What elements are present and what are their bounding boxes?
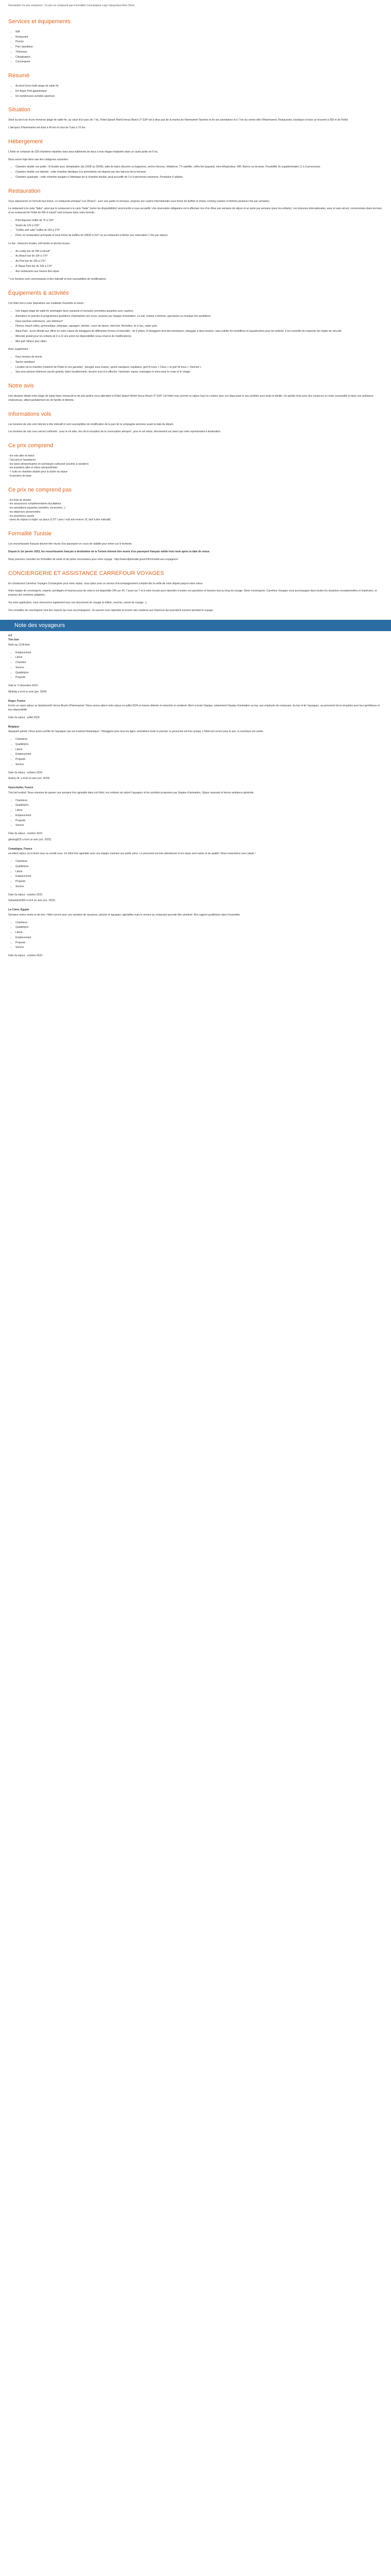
prix-comprend-list — [8, 454, 383, 479]
list-item: • Aqua Park : accès illimité aux offres en outre classe de toboggans de différentes formes et intensités : de 6 pistes, 8 toboggans dont des kamikazes, toboggan à deux bouées, sans oublier les tourbillons et aquaductions pour les enfants. Il est conseillé de respecter les règles de sécurité. — [15, 330, 383, 334]
informations-text: Les horaires de vols sont donnés à titre indicatif et sont susceptibles de modification de la part de la compagnie aérienne avant la date du départ. — [8, 422, 174, 426]
list-item: • Qualité/prix — [15, 671, 383, 675]
review-item — [8, 848, 383, 904]
review-criteria — [15, 799, 383, 828]
list-item: • Chambre double vue jardin : lit double avec climatisation (du 15/06 au 30/09), salle de bains (douche ou baignoire), sèche-cheveux, téléphone, TV satellite, coffre-fort (payant), mini-réfrigérateur, Wifi. Balcon ou terrasse. Possibilité 3e supplémentaire (1 à 3 personnes). — [15, 165, 383, 170]
formalite-text: Les ressortissants français doivent être munis d'un passeport en cours de validité pour entrer sur le territoire. — [8, 543, 133, 546]
list-item: • Deux piscines extérieures, une intérieure* — [15, 320, 383, 324]
list-item: • Service — [15, 666, 383, 670]
prix-comprend-title: Ce prix comprend — [8, 443, 53, 449]
review-date: Voté le: 5 décembre 2024 — [8, 684, 38, 688]
review-item — [8, 786, 383, 842]
notre-avis-title: Notre avis — [8, 383, 34, 389]
review-author: Sebastien6390 a écrit un avis (oct. 2023) — [8, 899, 55, 903]
formalite-title: Formalité Tunisie — [8, 531, 52, 537]
list-item: • Qualité/prix — [15, 926, 383, 930]
conciergerie-text-3: Via notre application, vous retrouverez également tous vos documents de voyage (e-billets, voucher, carnet de voyage...). — [8, 601, 148, 604]
review-title: Hymcrtiuiter, France — [8, 786, 34, 790]
list-item: - les assurances complémentaires facultatives — [8, 502, 61, 506]
list-item: • Restaurant — [15, 36, 383, 40]
list-item: • Emplacement — [15, 651, 383, 655]
list-item: • De nombreuses activités sportives — [15, 95, 383, 99]
list-item: • Animation en journée et programmes quotidiens d'animations (en cours, proposé par l'équipe d'animation. La nuit, soirées à thèmes, spectacles ou musique live quotidiens. — [15, 315, 383, 319]
resume-list — [15, 84, 383, 98]
review-item — [8, 725, 383, 782]
list-item: • Literie — [15, 870, 383, 874]
payant-title: Avec supplément : — [8, 348, 30, 351]
restauration-text-2: Le restaurant à la carte "Italia", ainsi que le restaurant à la carte "Italia" (selon les disponibilités) seront prêts à vous accueillir. Une réservation obligatoire est à effectuer lors d'un dîner par semaine de séjour et un autre par semaine (pour les enfants). Les boissons internationales, avec et sans alcool, consommées dans les bars et au restaurant de l'hôtel de 09h à minuit* sont incluses dans votre formule : — [8, 207, 382, 215]
list-item: - les dépenses personnelles — [8, 510, 41, 514]
list-item: • Deux terrains de tennis — [15, 355, 383, 360]
reviews-title: Note des voyageurs — [14, 622, 65, 629]
prix-pas-list — [8, 499, 383, 523]
activities-list — [15, 310, 383, 344]
hebergement-text: L'hôtel se compose de 339 chambres réparties dans deux bâtiments de deux à trois étages implantés dans un vaste jardin de 6 ha. — [8, 150, 158, 154]
payant-list — [15, 355, 383, 375]
footnote: * Les horaires sont communiqués à titre indicatif et sont susceptibles de modifications. — [8, 278, 107, 281]
list-item: • Petit déjeuner buffet de 7h à 10h* — [15, 219, 383, 223]
list-item: • Emplacement — [15, 814, 383, 818]
list-item: • Chambre double vue latérale : cette chambre identique à la précédente est disposé par des balcons de la terrasse. — [15, 171, 383, 175]
list-item: • Chambres — [15, 860, 383, 864]
review-text: Semaine moins moins et de bon. Hôtel correct pour une semaine de vacances, piscine et aquaparc agréables mais le service au restaurant pourrait être amélioré. Bon rapport qualité/prix dans l'ensemble. — [8, 913, 241, 917]
list-item: - taxes de séjours à régler sur place (3 DT / pers / nuit soit environ 1€, tarif à titre indicatif) — [8, 518, 111, 522]
list-item: • À l'Aqua Park bar de 10h à 17h* — [15, 265, 383, 269]
list-item: • "Coffee and cake" buffet de 16h à 17h* — [15, 229, 383, 233]
list-item: • Literie — [15, 809, 383, 813]
review-text: Excès un super séjour au Splashworld Venus Beach d'Hammamet ! Nous avons adoré notre séjour en juillet 2024 en bonne détente et remontés le vendredi. Merci à toute l'équipe, notamment l'équipe d'animation au top, aux employés du restaurant, du bar et de l'aquaparc, au personnel de la réception pour leur gentillesse et leur disponibilité. — [8, 704, 380, 712]
review-item — [8, 634, 383, 694]
review-author: gilestug623 a écrit un avis (oct. 2023) — [8, 838, 52, 841]
conciergerie-text-2: Votre équipe de conciergerie, experts, privilégiés et heureux pour de celui-ci est disponible 24h sur 24, 7 jours sur 7 et à votre écoute pour répondre à toutes vos questions et besoins tout au long du voyage. Notre conciergerie, Carrefour Voyages vous accompagne dans toutes les situations exceptionnelles et imprévues, et propose des solutions adaptées. — [8, 589, 377, 597]
situation-text-2: L'aéroport d'Hammamet est situé à 40 km et celui de Tunis à 70 km. — [8, 126, 86, 130]
review-criteria — [15, 860, 383, 889]
list-item: • Emplacement — [15, 875, 383, 879]
list-item: • Propreté — [15, 819, 383, 823]
situation-text: Situé au bord sur d'une immense plage de sable fin, au cœur d'un parc de 7 ha, l'hôtel Splash World Venus Beach 3* SUP est à deux pas de la marina de Hammamet Yasmine et de ses animations et à 7 km du centre-ville d'Hammamet. Restaurants, boutiques et bars se trouvent à 500 m de l'hôtel. — [8, 118, 349, 122]
review-text: excellent séjour où la fierté nous se vendit vous. Un hôtel très agréable avec une équipe vraiment aux petits soins. Le personnel est très attentionné et les repas sont variés et de qualité. Nous reviendrons avec plaisir ! — [8, 852, 256, 856]
hebergement-title: Hébergement — [8, 138, 43, 145]
list-item: - les vols aller et retour — [8, 454, 35, 458]
list-item: • Service — [15, 763, 383, 767]
list-item: • Fitness, beach volley, gymnastique, pétanque, aquagym, aérobic, cours de danse, mini-foot, fléchettes, tir à l'arc, water-polo. — [15, 325, 383, 329]
equipements-text: Cet hôtel met à votre disposition une multitude d'activités et loisirs : — [8, 302, 85, 306]
review-text: Aquapark génial ! Nous avons profité de l'aquaparc qui est vraiment fantastique ! Toboggans pour tous les âges, animations toute la journée, le personnel est très sympa. L'hôtel est correct pour le prix, la nourriture est variée. — [8, 730, 264, 734]
bar-list — [15, 250, 383, 274]
list-item: • Propreté — [15, 676, 383, 680]
list-item: • Location de la chambre (matériel de l'hôtel et non garantie) : plongée sous marine, sports nautiques, équitation, golf (6 trous + Citrus + et golf 18 trous + Yasmine » — [15, 366, 383, 370]
list-item: • Chambres — [15, 799, 383, 803]
list-item: • Snack de 12h à 16h* — [15, 224, 383, 228]
formalite-text-3: Nous pouvons consulter les formalités de santé et de police nécessaires pour votre voyage : http://www.diplomatie.gouv.fr/fr/conseils-aux-voyageurs/ — [8, 557, 178, 561]
reviews-list — [0, 631, 391, 967]
review-author: Audrey M. a écrit un avis (oct. 2024) — [8, 777, 50, 781]
list-item: • Propreté — [15, 880, 383, 884]
list-item: • Qualité/prix — [15, 804, 383, 808]
list-item: • Emplacement — [15, 753, 383, 757]
review-text: Très bel endroit. Nous sommes de passer une semaine très agréable dans cet hôtel, nos enfants ont adoré l'aquaparc et les activités proposées par l'équipe d'animation. Séjour reposant et bonne ambiance générale. — [8, 791, 254, 794]
list-item: • Miniclub gratuit pour les enfants de 4 à 12 ans selon les disponibilités (sous réserve de modifications). — [15, 335, 383, 339]
list-item: • Spa avec piscine intérieure (accès gratuit), bains bouillonnants, douche à jet et à affusion, hammam, sauna, massages et soins pour le corps et le visage. — [15, 370, 383, 375]
list-item: • Au Lobby bar de 09h à minuit* — [15, 250, 383, 254]
list-item: - les transferts aller et retour aéroport/hôtel — [8, 466, 57, 470]
list-item: - les taxes aéroportuaires et surcharges carburant (soumis à variation) — [8, 462, 89, 466]
review-item — [8, 700, 383, 720]
situation-title: Situation — [8, 107, 30, 113]
list-item: • Climatisation — [15, 56, 383, 60]
reviews-header — [0, 620, 391, 631]
review-date: Date du séjour : octobre 2023 — [8, 832, 42, 836]
informations-text-2: Les horaires de vols vous seront confirmés : pour le vol aller, lors de la réception de la convocation aéroport ; pour le vol retour, directement sur place par notre représentant à destination. — [8, 430, 221, 434]
services-section — [0, 18, 391, 613]
review-title: Très bon — [8, 638, 19, 642]
review-criteria — [15, 921, 383, 951]
review-text: Noté sur 2128 Avis — [8, 643, 30, 647]
restauration-title: Restauration — [8, 188, 41, 194]
list-item: • Sports nautiques — [15, 361, 383, 365]
review-criteria — [15, 651, 383, 681]
hebergement-text-2: Nous avons logé dans une des catégories suivantes : — [8, 158, 70, 161]
list-item: • Une trappe plage de sable fin aménagée (avec parasols et transats) (serviettes payantes avec caution). — [15, 310, 383, 314]
services-title: Services et équipements — [8, 18, 71, 25]
review-date: Date du séjour : juillet 2024 — [8, 716, 40, 719]
list-item: • Au bord d'une belle plage de sable fin — [15, 84, 383, 89]
resume-title: Résumé — [8, 73, 29, 79]
list-item: • Service — [15, 946, 383, 950]
list-item: • Literie — [15, 656, 383, 660]
list-item: • Literie — [15, 931, 383, 935]
review-date: Date du séjour : octobre 2023 — [8, 893, 42, 896]
list-item: • Chambres — [15, 738, 383, 742]
services-list — [15, 30, 383, 64]
list-item: • Aux restaurants aux heures des repas — [15, 270, 383, 274]
notre-avis-text: Une situation idéale entre plage de sable blanc immaculé et de jolis jardins vous attendent à l'hôtel Splash World Venus Beach 3* SUP. Cet hôtel vous promet un séjour haut en couleur avec son Aqua park et ses activités pour toute la famille. Un parfait choix pour des vacances en toute convivialité et dans une ambiance chaleureuse, alliant parfaitement vie de famille et détente. — [8, 395, 373, 402]
review-item — [8, 908, 383, 958]
list-item: - la pension de base — [8, 474, 32, 478]
list-item: • Service — [15, 824, 383, 828]
equipements-title: Équipements & activités — [8, 290, 69, 297]
review-criteria — [15, 738, 383, 767]
restauration-text: Vous séjournerez en formule tout inclus. Le restaurant principal "Les Oliviers", avec une partie en terrasse, propose une cuisine internationale sous forme de buffets et shows cooking (variées et thèmes plusieurs fois par semaine). — [8, 199, 270, 203]
list-item: • Qualité/prix — [15, 743, 383, 747]
list-item: - les frais de dossier — [8, 498, 31, 502]
review-title: Compiègne, France — [8, 847, 32, 851]
prix-pas-title: Ce prix ne comprend pas — [8, 486, 72, 493]
list-item: - les prestations payantes (activités, excursions...) — [8, 506, 66, 510]
conciergerie-text: En choisissant Carrefour Voyages Conciergerie pour votre séjour, vous optez pour un service d'accompagnement complet dès la veille de votre départ jusqu'à votre retour. — [8, 582, 203, 585]
list-item: • Chambre quadruple : cette chambre équipée à l'identique de la chambre double, peut accueillir de 3 à 4 personnes maximum. Prestation 4 adultes. — [15, 176, 383, 180]
conciergerie-text-4: Vos conseiller de conciergerie sont des experts qui vous accompagnent : ils sauront vous répondre et trouver des solutions aux imprévus qui pourraient survenir pendant le voyage. — [8, 608, 214, 612]
list-item: • Propreté — [15, 941, 383, 945]
breadcrumb: Description Ce prix comprend : Ce prix ne comprend pas Formalités Conciergerie Logo Vojoyo/xlux Avis Client — [8, 4, 135, 7]
review-date: Date du séjour : octobre 2024 — [8, 771, 42, 774]
list-item: • Literie — [15, 748, 383, 752]
conciergerie-title: CONCIERGERIE ET ASSISTANCE CARREFOUR VOYAGES — [8, 570, 164, 577]
list-item: • Télévision — [15, 50, 383, 55]
list-item: - 7 nuits en chambre double pour la durée du séjour — [8, 470, 68, 474]
list-item: • Parc aquatique — [15, 45, 383, 49]
list-item: • Conciergerie — [15, 60, 383, 64]
list-item: • Wifi — [15, 30, 383, 35]
list-item: • Service — [15, 885, 383, 889]
list-item: - l'accueil et l'assistance — [8, 458, 36, 462]
list-item: • Mini golf, billard, jeux vidéo. — [15, 340, 383, 344]
review-date: Date du séjour : octobre 2023 — [8, 954, 42, 958]
formalite-text-2: Depuis le 1er janvier 2023, les ressortissants français à destination de la Tunisie doivent être munis d'un passeport français valide trois mois après la date de retour. — [8, 550, 210, 554]
list-item: • Piscine — [15, 40, 383, 44]
review-score: 4.4 — [8, 634, 12, 638]
review-title: Belgique — [8, 725, 20, 728]
list-item: • Chambre — [15, 661, 383, 665]
list-item: • Qualité/prix — [15, 865, 383, 869]
informations-title: Informations vols — [8, 411, 52, 417]
list-item: • Emplacement — [15, 936, 383, 940]
list-item: • Chambres — [15, 921, 383, 925]
list-item: • Propreté — [15, 758, 383, 762]
list-item: • Au Pool bar de 10h à 17h* — [15, 260, 383, 264]
list-item: • Dîner en restauration principale et sous forme de buffets de 18h30 à 21h* ou au restaurant à thème (sur réservation 1 fois par séjour) — [15, 234, 383, 238]
room-list — [15, 165, 383, 179]
list-item: - les pourboires usuels — [8, 514, 35, 518]
review-title: Roger, France — [8, 699, 26, 703]
review-title: La Coine, Egypte — [8, 908, 29, 912]
list-item: • Em Aqua Park gigantesque — [15, 90, 383, 94]
list-item: • Au Beach bar de 10h à 17h* — [15, 255, 383, 259]
review-author: AElinkg a écrit un avis (jan. 2024) — [8, 690, 47, 693]
meal-list — [15, 219, 383, 238]
restauration-text-3: Le bar : boissons locales, soft drinks et alcools locaux : — [8, 242, 71, 245]
